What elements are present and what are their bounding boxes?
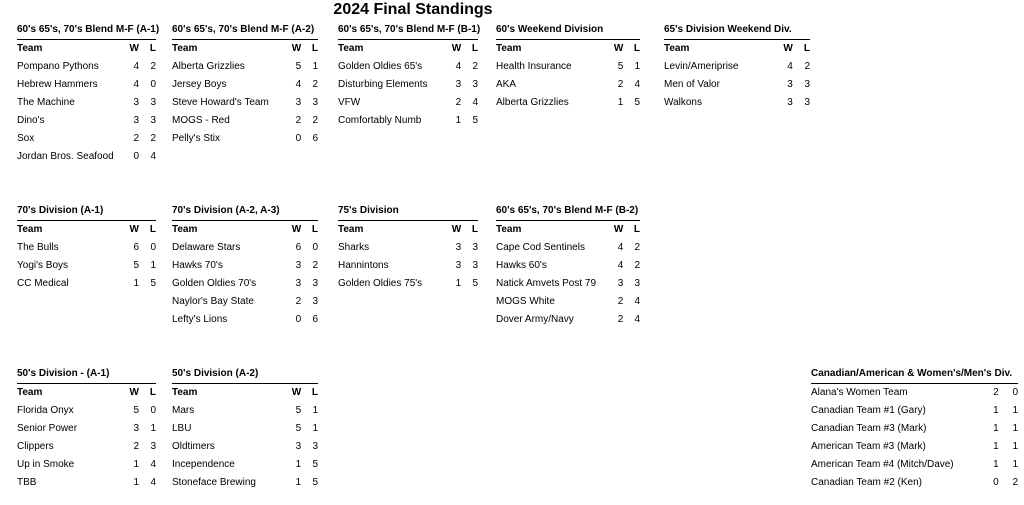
team-name: Pelly's Stix	[172, 133, 221, 144]
team-name: Alberta Grizzlies	[172, 61, 245, 72]
wins-value: 3	[455, 79, 462, 90]
division-title: 60's Weekend Division	[496, 24, 640, 40]
losses-value: 6	[312, 314, 318, 325]
wins-value: 1	[455, 278, 462, 289]
standings-table	[17, 40, 156, 166]
losses-value: 1	[1012, 423, 1018, 434]
division-block	[496, 24, 640, 112]
team-name: Health Insurance	[496, 61, 572, 72]
losses-value: 0	[150, 405, 156, 416]
losses-value: 5	[472, 278, 478, 289]
team-name: Walkons	[664, 97, 702, 108]
losses-value: 1	[312, 423, 318, 434]
team-name: Oldtimers	[172, 441, 215, 452]
standings-table	[496, 221, 640, 329]
table-header-row	[172, 384, 318, 402]
division-block	[338, 24, 481, 130]
column-header-losses: L	[633, 43, 640, 54]
losses-value: 4	[472, 97, 478, 108]
column-header-team: Team	[496, 224, 522, 235]
losses-value: 5	[150, 278, 156, 289]
wins-value: 1	[295, 459, 302, 470]
losses-value: 1	[1012, 441, 1018, 452]
team-name: The Bulls	[17, 242, 59, 253]
table-row	[17, 58, 156, 76]
table-row	[17, 257, 156, 275]
column-header-team: Team	[338, 43, 364, 54]
team-name: Dino's	[17, 115, 45, 126]
losses-value: 1	[312, 405, 318, 416]
division-title: 75's Division	[338, 205, 478, 221]
team-name: Canadian Team #1 (Gary)	[811, 405, 926, 416]
wins-value: 2	[133, 441, 139, 452]
table-row	[17, 94, 156, 112]
standings-table	[172, 384, 318, 492]
table-row	[338, 76, 478, 94]
table-row	[172, 239, 318, 257]
losses-value: 6	[312, 133, 318, 144]
team-name: Alberta Grizzlies	[496, 97, 569, 108]
losses-value: 5	[472, 115, 478, 126]
table-header-row	[17, 40, 156, 58]
table-row	[664, 76, 810, 94]
losses-value: 2	[1012, 477, 1018, 488]
losses-value: 3	[150, 97, 156, 108]
team-name: MOGS - Red	[172, 115, 230, 126]
wins-value: 1	[133, 477, 139, 488]
wins-value: 1	[295, 477, 302, 488]
wins-value: 0	[993, 477, 999, 488]
table-row	[338, 257, 478, 275]
team-name: Natick Amvets Post 79	[496, 278, 597, 289]
team-name: TBB	[17, 477, 37, 488]
team-name: CC Medical	[17, 278, 69, 289]
wins-value: 3	[617, 278, 624, 289]
team-name: Florida Onyx	[17, 405, 74, 416]
standings-table	[811, 384, 1018, 492]
standings-table	[172, 221, 318, 329]
division-title: 60's 65's, 70's Blend M-F (A-2)	[172, 24, 318, 40]
table-header-row	[664, 40, 810, 58]
column-header-losses: L	[149, 224, 156, 235]
team-name: LBU	[172, 423, 192, 434]
team-name: Lefty's Lions	[172, 314, 228, 325]
losses-value: 1	[150, 423, 156, 434]
losses-value: 2	[150, 61, 156, 72]
column-header-losses: L	[149, 43, 156, 54]
division-block	[811, 368, 1018, 492]
table-row	[172, 311, 318, 329]
team-name: AKA	[496, 79, 517, 90]
column-header-team: Team	[17, 43, 43, 54]
column-header-wins: W	[291, 224, 302, 235]
losses-value: 3	[804, 79, 810, 90]
wins-value: 5	[295, 405, 302, 416]
division-title: 70's Division (A-1)	[17, 205, 156, 221]
losses-value: 4	[634, 296, 640, 307]
losses-value: 2	[312, 115, 318, 126]
team-name: Pompano Pythons	[17, 61, 99, 72]
table-row	[172, 94, 318, 112]
table-row	[17, 275, 156, 293]
table-row	[664, 94, 810, 112]
table-header-row	[17, 384, 156, 402]
standings-table	[17, 221, 156, 293]
losses-value: 2	[150, 133, 156, 144]
column-header-losses: L	[471, 43, 478, 54]
team-name: Incependence	[172, 459, 235, 470]
standings-table	[338, 40, 478, 130]
wins-value: 1	[133, 459, 139, 470]
table-row	[338, 275, 478, 293]
losses-value: 3	[472, 242, 478, 253]
team-name: Men of Valor	[664, 79, 720, 90]
table-row	[172, 58, 318, 76]
column-header-wins: W	[451, 224, 462, 235]
table-row	[172, 293, 318, 311]
column-header-losses: L	[311, 387, 318, 398]
losses-value: 2	[312, 260, 318, 271]
team-name: Dover Army/Navy	[496, 314, 574, 325]
wins-value: 6	[133, 242, 139, 253]
division-title: 70's Division (A-2, A-3)	[172, 205, 318, 221]
wins-value: 6	[295, 242, 302, 253]
page-title: 2024 Final Standings	[333, 1, 493, 18]
team-name: Golden Oldies 75's	[338, 278, 423, 289]
losses-value: 0	[150, 242, 156, 253]
table-row	[664, 58, 810, 76]
table-row	[496, 257, 640, 275]
table-row	[811, 474, 1018, 492]
wins-value: 3	[133, 97, 139, 108]
standings-table	[496, 40, 640, 112]
losses-value: 0	[150, 79, 156, 90]
column-header-team: Team	[17, 224, 43, 235]
table-row	[172, 438, 318, 456]
wins-value: 4	[455, 61, 462, 72]
team-name: Canadian Team #2 (Ken)	[811, 477, 922, 488]
team-name: Golden Oldies 70's	[172, 278, 257, 289]
column-header-team: Team	[496, 43, 522, 54]
losses-value: 1	[634, 61, 640, 72]
wins-value: 1	[993, 423, 999, 434]
division-block	[17, 368, 156, 492]
table-row	[17, 402, 156, 420]
wins-value: 1	[455, 115, 462, 126]
wins-value: 4	[787, 61, 793, 72]
wins-value: 5	[295, 423, 302, 434]
losses-value: 4	[150, 459, 156, 470]
wins-value: 5	[133, 260, 139, 271]
wins-value: 5	[295, 61, 302, 72]
losses-value: 1	[1012, 459, 1018, 470]
column-header-losses: L	[311, 224, 318, 235]
division-block	[664, 24, 810, 112]
wins-value: 4	[617, 242, 624, 253]
wins-value: 2	[455, 97, 462, 108]
division-block	[172, 368, 318, 492]
table-header-row	[338, 40, 478, 58]
losses-value: 2	[472, 61, 478, 72]
table-row	[496, 94, 640, 112]
wins-value: 2	[295, 115, 302, 126]
column-header-team: Team	[338, 224, 364, 235]
wins-value: 2	[133, 133, 139, 144]
table-row	[172, 130, 318, 148]
table-header-row	[496, 40, 640, 58]
column-header-wins: W	[613, 43, 624, 54]
wins-value: 3	[295, 278, 302, 289]
losses-value: 3	[312, 441, 318, 452]
team-name: Cape Cod Sentinels	[496, 242, 585, 253]
team-name: Alana's Women Team	[811, 387, 908, 398]
losses-value: 3	[472, 260, 478, 271]
losses-value: 0	[1012, 387, 1018, 398]
table-row	[496, 311, 640, 329]
team-name: Sox	[17, 133, 35, 144]
wins-value: 3	[295, 441, 302, 452]
team-name: Up in Smoke	[17, 459, 75, 470]
column-header-team: Team	[17, 387, 43, 398]
table-header-row	[17, 221, 156, 239]
table-row	[17, 130, 156, 148]
table-row	[496, 275, 640, 293]
losses-value: 3	[804, 97, 810, 108]
losses-value: 0	[312, 242, 318, 253]
division-block	[17, 24, 160, 166]
team-name: American Team #4 (Mitch/Dave)	[811, 459, 954, 470]
division-title: 60's 65's, 70's Blend M-F (B-2)	[496, 205, 640, 221]
wins-value: 4	[133, 61, 139, 72]
wins-value: 2	[617, 296, 624, 307]
table-row	[17, 239, 156, 257]
table-row	[811, 384, 1018, 402]
team-name: Hannintons	[338, 260, 389, 271]
team-name: Naylor's Bay State	[172, 296, 254, 307]
losses-value: 2	[634, 242, 640, 253]
table-row	[338, 239, 478, 257]
column-header-losses: L	[471, 224, 478, 235]
table-row	[17, 420, 156, 438]
standings-table	[172, 40, 318, 148]
division-title: 50's Division (A-2)	[172, 368, 318, 384]
team-name: American Team #3 (Mark)	[811, 441, 926, 452]
table-row	[338, 58, 478, 76]
team-name: Mars	[172, 405, 195, 416]
division-block	[172, 24, 318, 148]
standings-table	[338, 221, 478, 293]
team-name: Canadian Team #3 (Mark)	[811, 423, 927, 434]
team-name: Sharks	[338, 242, 370, 253]
table-row	[172, 402, 318, 420]
wins-value: 3	[787, 79, 793, 90]
team-name: The Machine	[17, 97, 75, 108]
team-name: Jersey Boys	[172, 79, 227, 90]
table-header-row	[338, 221, 478, 239]
division-title: 65's Division Weekend Div.	[664, 24, 810, 40]
team-name: Delaware Stars	[172, 242, 241, 253]
table-row	[811, 420, 1018, 438]
team-name: Disturbing Elements	[338, 79, 428, 90]
wins-value: 1	[993, 459, 999, 470]
table-row	[172, 257, 318, 275]
losses-value: 2	[634, 260, 640, 271]
wins-value: 3	[295, 260, 302, 271]
wins-value: 2	[993, 387, 999, 398]
division-block	[338, 205, 478, 293]
column-header-team: Team	[664, 43, 690, 54]
losses-value: 5	[312, 477, 318, 488]
losses-value: 4	[150, 477, 156, 488]
standings-table	[664, 40, 810, 112]
losses-value: 3	[150, 115, 156, 126]
losses-value: 3	[472, 79, 478, 90]
wins-value: 1	[133, 278, 139, 289]
team-name: MOGS White	[496, 296, 555, 307]
column-header-wins: W	[129, 387, 139, 398]
table-row	[496, 293, 640, 311]
losses-value: 5	[312, 459, 318, 470]
wins-value: 1	[993, 441, 999, 452]
table-row	[811, 438, 1018, 456]
division-title: Canadian/American & Women's/Men's Div.	[811, 368, 1018, 384]
table-row	[338, 112, 478, 130]
losses-value: 1	[150, 260, 156, 271]
column-header-losses: L	[633, 224, 640, 235]
losses-value: 2	[312, 79, 318, 90]
table-row	[172, 456, 318, 474]
team-name: Levin/Ameriprise	[664, 61, 739, 72]
division-block	[17, 205, 156, 293]
team-name: Hawks 70's	[172, 260, 223, 271]
losses-value: 3	[150, 441, 156, 452]
wins-value: 0	[133, 151, 139, 162]
table-row	[17, 474, 156, 492]
table-row	[811, 402, 1018, 420]
wins-value: 5	[617, 61, 624, 72]
team-name: VFW	[338, 97, 361, 108]
column-header-wins: W	[783, 43, 793, 54]
losses-value: 3	[312, 97, 318, 108]
losses-value: 1	[312, 61, 318, 72]
wins-value: 3	[455, 242, 462, 253]
table-row	[496, 76, 640, 94]
table-row	[172, 76, 318, 94]
team-name: Hawks 60's	[496, 260, 547, 271]
table-row	[17, 112, 156, 130]
wins-value: 0	[295, 133, 302, 144]
wins-value: 5	[133, 405, 139, 416]
table-row	[17, 76, 156, 94]
table-row	[172, 112, 318, 130]
wins-value: 4	[617, 260, 624, 271]
division-title: 50's Division - (A-1)	[17, 368, 156, 384]
team-name: Jordan Bros. Seafood	[17, 151, 114, 162]
column-header-wins: W	[291, 43, 302, 54]
column-header-losses: L	[311, 43, 318, 54]
team-name: Senior Power	[17, 423, 78, 434]
losses-value: 4	[634, 79, 640, 90]
column-header-wins: W	[613, 224, 624, 235]
table-header-row	[172, 221, 318, 239]
wins-value: 1	[993, 405, 999, 416]
team-name: Comfortably Numb	[338, 115, 422, 126]
losses-value: 3	[312, 296, 318, 307]
division-block	[172, 205, 318, 329]
losses-value: 5	[634, 97, 640, 108]
team-name: Steve Howard's Team	[172, 97, 269, 108]
column-header-team: Team	[172, 387, 198, 398]
column-header-wins: W	[129, 43, 139, 54]
table-row	[811, 456, 1018, 474]
table-row	[17, 148, 156, 166]
column-header-wins: W	[291, 387, 302, 398]
table-row	[496, 58, 640, 76]
table-row	[338, 94, 478, 112]
wins-value: 4	[295, 79, 302, 90]
wins-value: 2	[617, 79, 624, 90]
table-row	[17, 456, 156, 474]
team-name: Yogi's Boys	[17, 260, 69, 271]
wins-value: 3	[133, 115, 139, 126]
column-header-losses: L	[803, 43, 810, 54]
table-header-row	[496, 221, 640, 239]
division-title: 60's 65's, 70's Blend M-F (B-1)	[338, 24, 478, 40]
column-header-wins: W	[451, 43, 462, 54]
losses-value: 4	[150, 151, 156, 162]
column-header-wins: W	[129, 224, 139, 235]
column-header-team: Team	[172, 224, 198, 235]
table-row	[172, 275, 318, 293]
wins-value: 2	[617, 314, 624, 325]
standings-table	[17, 384, 156, 492]
losses-value: 3	[634, 278, 640, 289]
table-header-row	[172, 40, 318, 58]
team-name: Stoneface Brewing	[172, 477, 256, 488]
wins-value: 1	[617, 97, 624, 108]
wins-value: 3	[133, 423, 139, 434]
table-row	[172, 474, 318, 492]
table-row	[17, 438, 156, 456]
losses-value: 3	[312, 278, 318, 289]
wins-value: 3	[787, 97, 793, 108]
column-header-losses: L	[149, 387, 156, 398]
wins-value: 0	[295, 314, 302, 325]
wins-value: 4	[133, 79, 139, 90]
losses-value: 1	[1012, 405, 1018, 416]
team-name: Golden Oldies 65's	[338, 61, 423, 72]
table-row	[496, 239, 640, 257]
table-row	[172, 420, 318, 438]
team-name: Clippers	[17, 441, 54, 452]
losses-value: 4	[634, 314, 640, 325]
wins-value: 2	[295, 296, 302, 307]
division-block	[496, 205, 640, 329]
wins-value: 3	[295, 97, 302, 108]
division-title: 60's 65's, 70's Blend M-F (A-1)	[17, 24, 156, 40]
wins-value: 3	[455, 260, 462, 271]
column-header-team: Team	[172, 43, 198, 54]
losses-value: 2	[804, 61, 810, 72]
team-name: Hebrew Hammers	[17, 79, 98, 90]
